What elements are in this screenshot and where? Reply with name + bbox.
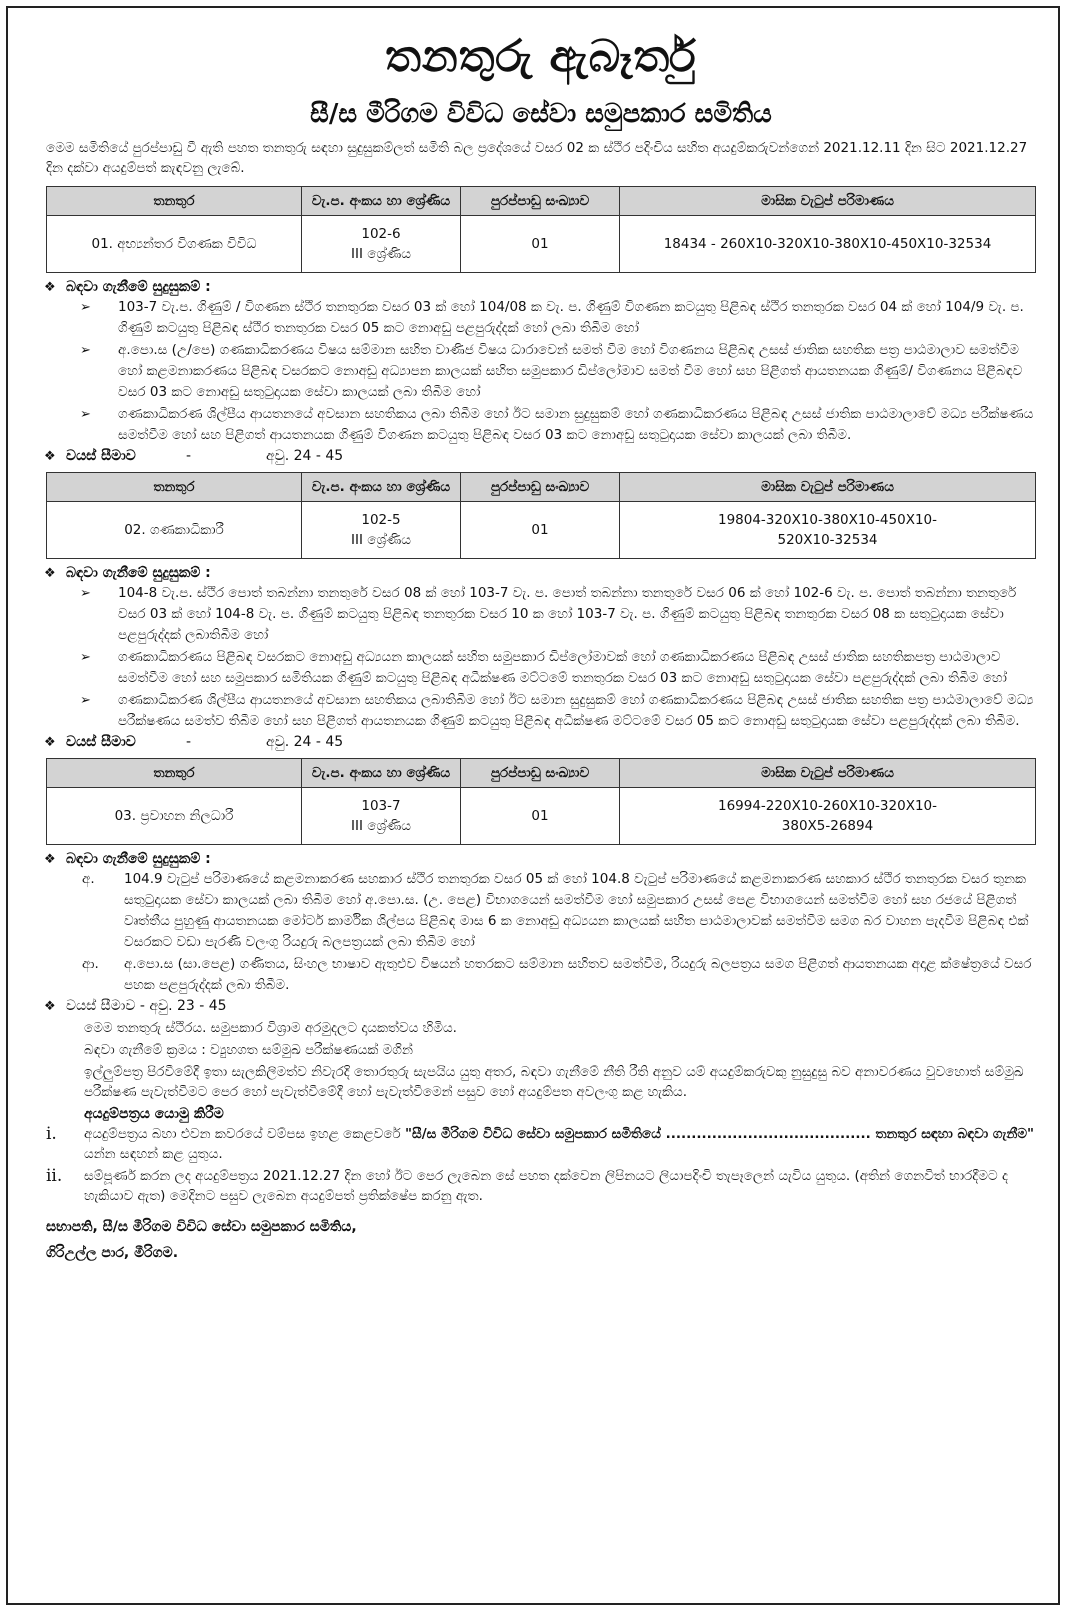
- table-row: [47, 216, 1036, 273]
- qualifications-heading: ❖ බඳවා ගැනීමේ සුදුසුකම් :: [44, 565, 211, 581]
- col-vacancies: පුරප්පාඩු සංඛ්‍යාව: [461, 473, 620, 502]
- col-salary: මාසික වැටුප් පරිමාණය: [620, 759, 1036, 788]
- diamond-bullet-icon: ❖: [44, 448, 56, 464]
- job-table-2: [46, 472, 1036, 559]
- col-code: වැ.ප. අංකය හා ශ්‍රේණිය: [302, 759, 461, 788]
- col-post: තනතුර: [47, 759, 302, 788]
- arrow-bullet-icon: ➢: [80, 586, 91, 601]
- diamond-bullet-icon: ❖: [44, 851, 56, 867]
- salary-code: [302, 502, 461, 559]
- warning-note: ඉල්ලුම්පත්‍ර පිරවීමේදී ඉතා සැලකිලිමත්ව නිවැරදි තොරතුරු සැපයිය යුතු අතර, බඳවා ගැනීමේ නීති රීති අනුව යම් අයදුම්කරුවකු නුසුදුසු බව අනාවරණය වුවහොත් සම්මුඛ පරීක්ෂණ පැවැත්වීමට පෙර හෝ පැවැත්වීමේදී හෝ පැවැත්වීමෙන් පසුව හෝ අයදුම්පත අවලංගු කළ හැකිය.: [84, 1064, 1024, 1100]
- diamond-bullet-icon: ❖: [44, 279, 56, 295]
- permanent-note: මෙම තනතුරු ස්ථිරය. සමුපකාර විශ්‍රාම අරමුදලට දායකත්වය හිමිය.: [84, 1020, 457, 1036]
- code: 102-5: [361, 512, 401, 528]
- code: 102-6: [361, 226, 401, 242]
- arrow-bullet-icon: ➢: [80, 343, 91, 358]
- salary-scale: 18434 - 260X10-320X10-380X10-450X10-32534: [620, 216, 1036, 273]
- job-table-3: [46, 758, 1036, 845]
- salary-code: [302, 216, 461, 273]
- col-salary: මාසික වැටුප් පරිමාණය: [620, 473, 1036, 502]
- method-note: බඳවා ගැනීමේ ක්‍රමය : ව්‍යුහගත සම්මුඛ පරීක්ෂණයක් මගින්: [84, 1042, 413, 1058]
- arrow-bullet-icon: ➢: [80, 650, 91, 665]
- society-name: සී/ස මීරිගම විවිධ සේවා සමුපකාර සමිතිය: [310, 99, 772, 129]
- col-post: තනතුර: [47, 187, 302, 216]
- list-item: ➢ ගණකාධිකරණ ශිල්පීය ආයතනයේ අවසාන සහතිකය ලබාතිබීම හෝ ඊට සමාන සුදුසුකම් හෝ ගණකාධිකරණය පිළිබඳ උසස් ජාතික සහතික පත්‍ර පාඨමාලාවේ මධ්‍ය පරීක්ෂණය සමත්ව තිබීම හෝ සහ පිළිගත් ආයතනයක ගිණුම් කටයුතු පිළිබඳ අධීක්ෂණ මට්ටමේ වසර 05 කට නොඅඩු සතුටුදායක සේවා පළපුරුද්දක් ලබා තිබීම.: [46, 690, 1036, 732]
- signature-block: [46, 1214, 1036, 1266]
- grade: III ශ්‍රේණිය: [351, 532, 411, 548]
- list-item: ➢ ගණකාධිකරණය පිළිබඳ වසරකට නොඅඩු අධ්‍යයන කාලයක් සහිත සමුපකාර ඩිප්ලෝමාවක් හෝ ගණකාධිකරණය පිළිබඳ උසස් ජාතික සහතිකපත්‍ර පාඨමාලාව සමත්වීම හෝ සහ සමුපකාර සමිතියක ගිණුම් කටයුතු පිළිබඳ අධීක්ෂණ මට්ටමේ තනතුරක වසර 03 කට නොඅඩු සතුටුදායක සේවා පළපුරුද්දක් ලබා තිබීම හෝ: [46, 647, 1036, 689]
- job-table-1: [46, 186, 1036, 273]
- post-name: 03. ප්‍රවාහන නිලධාරී: [47, 788, 302, 845]
- notice-frame: [6, 6, 1060, 1605]
- list-item: ➢ ගණකාධිකරණ ශිල්පීය ආයතනයේ අවසාන සහතිකය ලබා තිබීම හෝ ඊට සමාන සුදුසුකම් හෝ ගණකාධිකරණය පිළිබඳ උසස් ජාතික පාඨමාලාවේ මධ්‍ය පරීක්ෂණය සමත්වීම හෝ සහ පිළිගත් ආයතනයක ගිණුම් විගණන කටයුතු පිළිබඳ වසර 03 කට නොඅඩු සතුටුදායක සේවා කාලයක් ලබා තිබීම.: [46, 404, 1036, 446]
- list-item: ➢ 104-8 වැ.ප. ස්ථිර පොත් තබන්නා තනතුරේ වසර 08 ක් හෝ 103-7 වැ. ප. පොත් තබන්නා තනතුරේ වසර 06 ක් හෝ 102-6 වැ. ප. පොත් තබන්නා තනතුරේ වසර 03 ක් හෝ 104-8 වැ. ප. ගිණුම් කටයුතු පිළිබඳ තනතුරක වසර 10 ක හෝ 103-7 වැ. ප. ගිණුම් කටයුතු පිළිබඳ තනතුරක වසර 08 ක සතුටුදායක සේවා පළපුරුද්දක් ලබාතිබීම හෝ: [46, 583, 1036, 646]
- code: 103-7: [361, 798, 401, 814]
- list-item: ➢ අ.පො.ස (උ/පෙ) ගණකාධිකරණය විෂය සම්මාන සහිත වාණිජ විෂය ධාරාවෙන් සමත් වීම හෝ විගණනය පිළිබඳ උසස් ජාතික සහතික පත්‍ර පාඨමාලාව සමත්වීම හෝ කළමනාකරණය පිළිබඳ වසරකට නොඅඩු අධ්‍යාපන කාලයක් සහිත සමුපකාර ඩිප්ලෝමාව සමත් වීම හෝ සහ පිළිගත් ආයතනයක ගිණුම්/ විගණනය පිළිබඳව වසර 03 කට නොඅඩු සතුටුදායක සේවා කාලයක් ලබා තිබීම හෝ: [46, 340, 1036, 403]
- col-code: වැ.ප. අංකය හා ශ්‍රේණිය: [302, 473, 461, 502]
- salary-scale: 19804-320X10-380X10-450X10- 520X10-32534: [620, 502, 1036, 559]
- age-limit: ❖ වයස් සීමාව - අවු. 23 - 45: [44, 998, 227, 1014]
- list-item: අ. 104.9 වැටුප් පරිමාණයේ කළමනාකරණ සහකාර ස්ථිර තනතුරක වසර 05 ක් හෝ 104.8 වැටුප් පරිමාණයේ කළමනාකරණ සහකාර ස්ථිර තනතුරක වසර තුනක සතුටුදායක සේවා කාලයක් ලබා තිබීම හෝ අ.පො.ස. (උ. පෙළ) විභාගයෙන් සමත්වීම හෝ සමුපකාර උසස් පෙළ විභාගයෙන් සමත්වීම හෝ සහ රජයේ පිළිගත් වෘත්තීය පුහුණු ආයතනයක මෝටර් කාර්මික ශිල්පය පිළිබඳ මාස 6 ක නොඅඩු අධ්‍යයන කාලයක් සහිත පාඨමාලාවක් සමත්වීම සමග බර වාහන පැදවීම පිළිබඳ එක් වසරකට වඩා පැරණි වලංගු රියදුරු බලපත්‍රයක් ලබා තිබීම හෝ: [82, 871, 1029, 950]
- list-item: i. අයදුම්පත්‍රය බහා එවන කවරයේ වම්පස ඉහළ කෙළවරේ "සී/ස මීරිගම විවිධ සේවා සමුපකාර සමිතියේ ........................................ තනතුර සඳහා බඳවා ගැනීම" යන්න සඳහන් කළ යුතුය.: [46, 1124, 1035, 1162]
- table-row: [47, 788, 1036, 845]
- post-name: 01. අභ්‍යන්තර විගණක විවිධ: [47, 216, 302, 273]
- arrow-bullet-icon: ➢: [80, 300, 91, 315]
- qualifications-heading: ❖ බඳවා ගැනීමේ සුදුසුකම් :: [44, 851, 211, 867]
- vacancy-count: 01: [461, 216, 620, 273]
- signature-line-1: සභාපති, සී/ස මීරිගම විවිධ සේවා සමුපකාර සමිතිය,: [46, 1219, 357, 1235]
- notice-body: [46, 22, 1036, 1266]
- col-post: තනතුර: [47, 473, 302, 502]
- qualifications-heading: ❖ බඳවා ගැනීමේ සුදුසුකම් :: [44, 279, 211, 295]
- arrow-bullet-icon: ➢: [80, 693, 91, 708]
- arrow-bullet-icon: ➢: [80, 407, 91, 422]
- diamond-bullet-icon: ❖: [44, 998, 56, 1014]
- page-title: තනතුරු ඇබෑර්තු: [385, 31, 697, 82]
- col-salary: මාසික වැටුප් පරිමාණය: [620, 187, 1036, 216]
- age-limit: ❖ වයස් සීමාව - අවු. 24 - 45: [44, 734, 344, 750]
- intro-paragraph: මෙම සමිතියේ පුරප්පාඩු වී ඇති පහත තනතුරු සඳහා සුදුසුකම්ලත් සමිති බල ප්‍රදේශයේ වසර 02 ක ස්ථිර පදිංචිය සහිත අයදුම්කරුවන්ගෙන් 2021.12.11 දින සිට 2021.12.27 දින දක්වා අයදුම්පත් කැඳවනු ලැබේ.: [46, 140, 1028, 176]
- col-code: වැ.ප. අංකය හා ශ්‍රේණිය: [302, 187, 461, 216]
- grade: III ශ්‍රේණිය: [351, 246, 411, 262]
- diamond-bullet-icon: ❖: [44, 734, 56, 750]
- table-row: [47, 502, 1036, 559]
- col-vacancies: පුරප්පාඩු සංඛ්‍යාව: [461, 187, 620, 216]
- post-name: 02. ගණකාධිකාරී: [47, 502, 302, 559]
- salary-scale: 16994-220X10-260X10-320X10- 380X5-26894: [620, 788, 1036, 845]
- vacancy-count: 01: [461, 502, 620, 559]
- diamond-bullet-icon: ❖: [44, 565, 56, 581]
- signature-line-2: ගිරිඋල්ල පාර, මීරිගම.: [46, 1245, 179, 1261]
- list-item: ➢ 103-7 වැ.ප. ගිණුම් / විගණන ස්ථිර තනතුරක වසර 03 ක් හෝ 104/08 ක වැ. ප. ගිණුම් විගණන කටයුතු පිළිබඳ ස්ථිර තනතුරක වසර 04 ක් හෝ 104/9 වැ. ප. ගිණුම් කටයුතු පිළිබඳ ස්ථිර තනතුරක වසර 05 කට නොඅඩු පළපුරුද්දක් හෝ ලබා තිබීම හෝ: [46, 297, 1036, 339]
- apply-heading: අයදුම්පත්‍රය යොමු කිරීම: [84, 1106, 224, 1122]
- list-item: ii. සම්පූර්ණ කරන ලද අයදුම්පත්‍රය 2021.12.27 දින හෝ ඊට පෙර ලැබෙන සේ පහත දක්වෙන ලිපිනයට ලියාපදිංචි තැපෑලෙන් යැවිය යුතුය. (අතින් ගෙනවිත් භාරදීමට ද හැකියාව ඇත) මෙදිනට පසුව ලැබෙන අයදුම්පත් ප්‍රතික්ෂේප කරනු ඇත.: [46, 1166, 1008, 1204]
- salary-code: [302, 788, 461, 845]
- col-vacancies: පුරප්පාඩු සංඛ්‍යාව: [461, 759, 620, 788]
- age-limit: ❖ වයස් සීමාව - අවු. 24 - 45: [44, 448, 344, 464]
- list-item: ආ. අ.පො.ස (සා.පෙළ) ගණිතය, සිංහල භාෂාව ඇතුළුව විෂයන් හතරකට සම්මාන සහිතව සමත්වීම, රියදුරු බලපත්‍රය සමග පිළිගත් ආයතනයක අදාළ ක්ෂේත්‍රයේ වසර පහක පළපුරුද්දක් ලබා තිබීම.: [82, 956, 1032, 993]
- vacancy-count: 01: [461, 788, 620, 845]
- grade: III ශ්‍රේණිය: [351, 818, 411, 834]
